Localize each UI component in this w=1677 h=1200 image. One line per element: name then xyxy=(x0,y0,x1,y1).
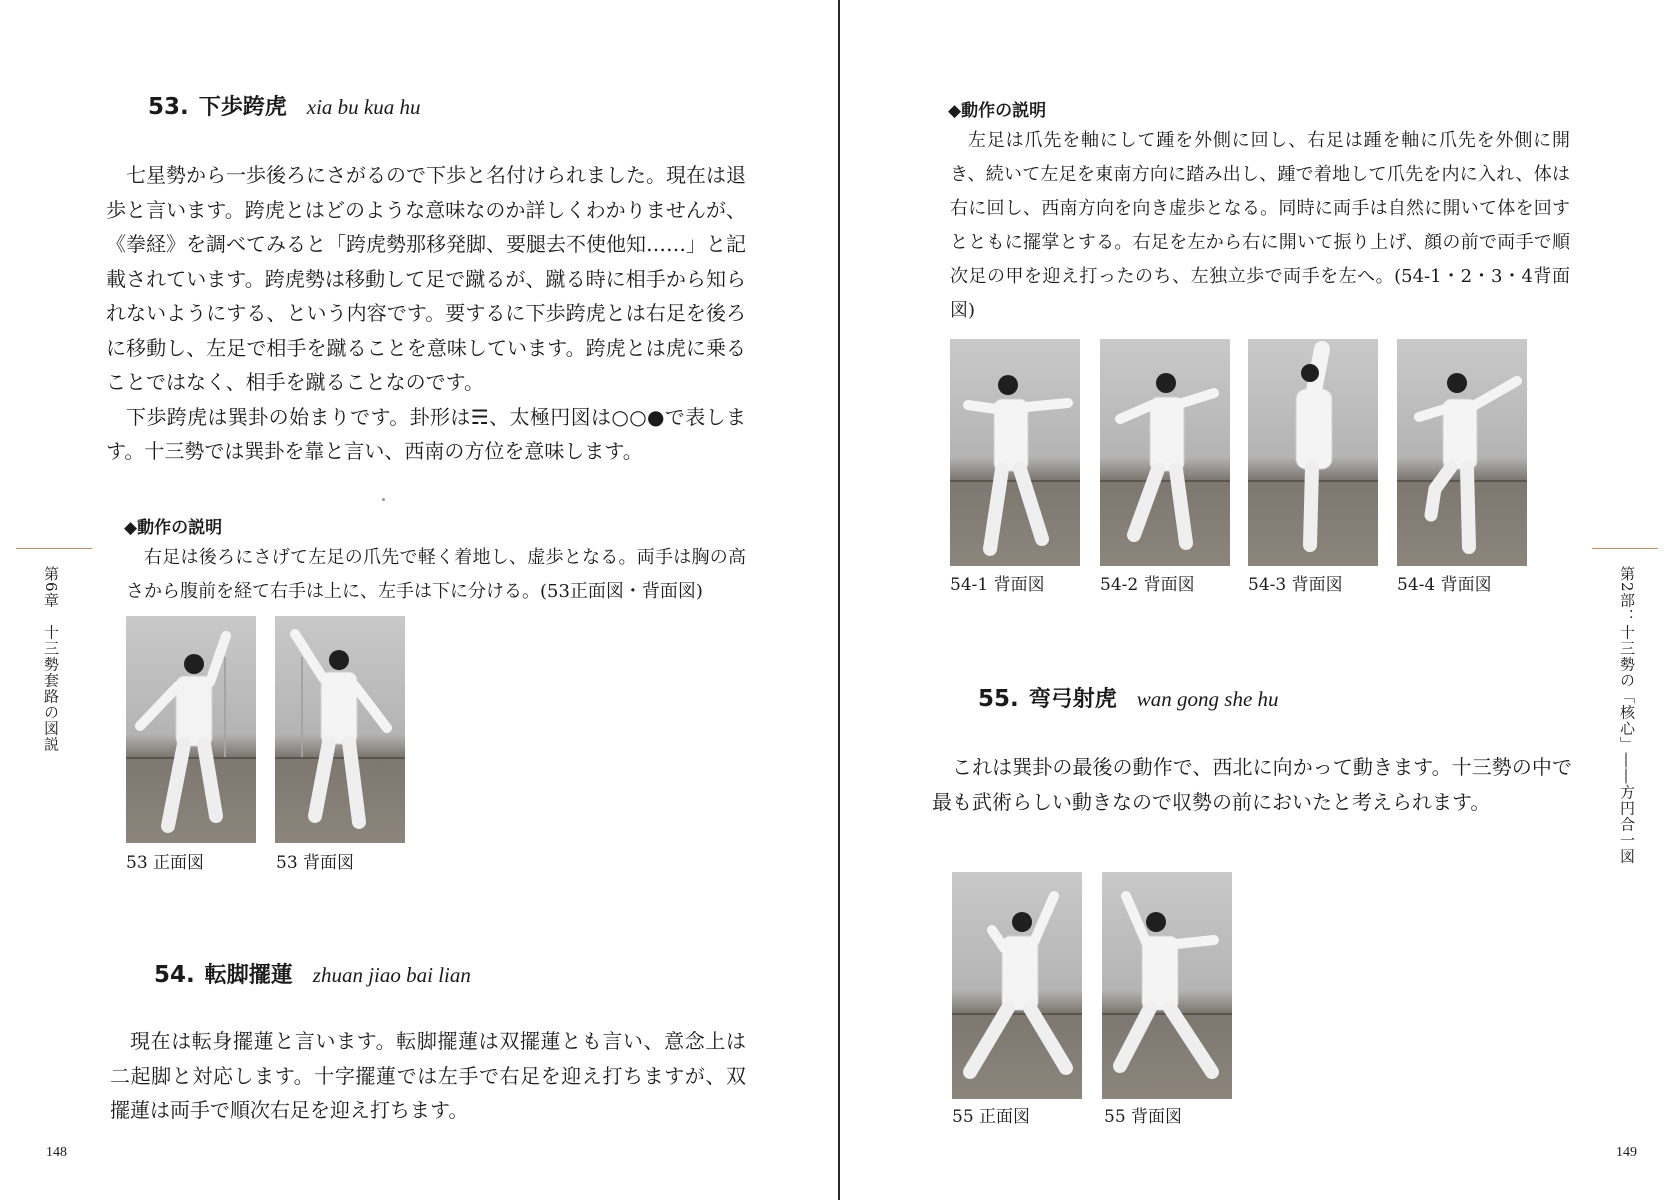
section-55-heading xyxy=(978,682,1279,713)
section-54-paragraph-1: 現在は転身擺蓮と言います。転脚擺蓮は双擺蓮とも言い、意念上は二起脚と対応します。十字擺蓮では左手で右足を迎え打ちますが、双擺蓮は両手で順次右足を迎え打ちます。 xyxy=(110,1029,746,1122)
photo-55-back xyxy=(1102,872,1232,1099)
figure-54-2 xyxy=(1100,339,1230,566)
photo-54-3 xyxy=(1248,339,1378,566)
photo-55-back-caption: 55 背面図 xyxy=(1104,1107,1183,1127)
section-55-romanization: wan gong she hu xyxy=(1136,687,1279,711)
right-side-part-label: 第2部：十三勢の「核心」――方円合一図 xyxy=(1618,566,1636,865)
section-53-romanization: xia bu kua hu xyxy=(306,95,421,119)
section-53-heading xyxy=(148,90,421,121)
photo-53-back xyxy=(275,616,405,843)
figure-55-front xyxy=(952,872,1082,1099)
section-53-paragraph-1: 七星勢から一歩後ろにさがるので下歩と名付けられました。現在は退歩と言います。跨虎とはどのような意味なのか詳しくわかりませんが、《拳経》を調べてみると「跨虎勢那移発脚、要腿去不使他知……」と記載されています。跨虎勢は移動して足で蹴るが、蹴る時に相手から知られないようにする、という内容です。要するに下歩跨虎とは右足を後ろに移動し、左足で相手を蹴ることを意味しています。跨虎とは虎に乗ることではなく、相手を蹴ることなのです。 xyxy=(106,163,746,394)
section-53-movement-text: 右足は後ろにさげて左足の爪先で軽く着地し、虚歩となる。両手は胸の高さから腹前を経て右手は上に、左手は下に分ける。(53正面図・背面図) xyxy=(126,547,746,602)
section-54-title: 転脚擺蓮 xyxy=(204,963,293,988)
photo-54-2 xyxy=(1100,339,1230,566)
section-54-heading xyxy=(154,958,471,989)
print-speck xyxy=(382,498,385,501)
photo-53-front xyxy=(126,616,256,843)
photo-55-front xyxy=(952,872,1082,1099)
photo-54-2-caption: 54-2 背面図 xyxy=(1100,575,1195,595)
section-55-number: 55. xyxy=(978,686,1019,712)
section-55-paragraph-1: これは巽卦の最後の動作で、西北に向かって動きます。十三勢の中で最も武術らしい動きなので収勢の前においたと考えられます。 xyxy=(932,755,1572,814)
section-55-title: 弯弓射虎 xyxy=(1028,687,1117,712)
right-page xyxy=(840,0,1677,1200)
left-page-number: 148 xyxy=(46,1145,67,1160)
left-side-rule xyxy=(16,548,92,549)
section-53-title: 下歩跨虎 xyxy=(198,95,287,120)
figure-54-4 xyxy=(1397,339,1527,566)
section-54-movement-heading: ◆動作の説明 xyxy=(948,101,1047,121)
section-54-body xyxy=(110,1024,746,1128)
section-54-number: 54. xyxy=(154,962,195,988)
photo-54-4-caption: 54-4 背面図 xyxy=(1397,575,1492,595)
section-54-romanization: zhuan jiao bai lian xyxy=(312,963,471,987)
section-54-movement-text: 左足は爪先を軸にして踵を外側に回し、右足は踵を軸に爪先を外側に開き、続いて左足を東南方向に踏み出し、踵で着地して爪先を内に入れ、体は右に回し、西南方向を向き虚歩となる。同時に両手は自然に開いて体を回すとともに擺掌とする。右足を左から右に開いて振り上げ、顔の前で両手で順次足の甲を迎え打ったのち、左独立歩で両手を左へ。(54-1・2・3・4背面図) xyxy=(950,130,1570,321)
figure-54-1 xyxy=(950,339,1080,566)
right-page-number: 149 xyxy=(1616,1145,1637,1160)
right-side-rule xyxy=(1592,548,1658,549)
figure-front-view xyxy=(275,616,405,843)
section-53-movement-heading: ◆動作の説明 xyxy=(124,518,223,538)
figure-55-back xyxy=(1102,872,1232,1099)
section-53-number: 53. xyxy=(148,94,189,120)
photo-54-4 xyxy=(1397,339,1527,566)
photo-53-front-caption: 53 正面図 xyxy=(126,853,205,873)
photo-54-1-caption: 54-1 背面図 xyxy=(950,575,1045,595)
section-55-body xyxy=(932,750,1572,819)
photo-54-3-caption: 54-3 背面図 xyxy=(1248,575,1343,595)
section-53-paragraph-2: 下歩跨虎は巽卦の始まりです。卦形は☴、太極円図は○○●で表します。十三勢では巽卦を靠と言い、西南の方位を意味します。 xyxy=(106,404,746,463)
left-side-chapter-label: 第6章 十三勢套路の図説 xyxy=(42,566,60,753)
photo-54-1 xyxy=(950,339,1080,566)
left-page xyxy=(0,0,838,1200)
photo-55-front-caption: 55 正面図 xyxy=(952,1107,1031,1127)
figure-back-view xyxy=(126,616,256,843)
section-53-body xyxy=(106,158,746,469)
figure-54-3 xyxy=(1248,339,1378,566)
photo-53-back-caption: 53 背面図 xyxy=(276,853,355,873)
